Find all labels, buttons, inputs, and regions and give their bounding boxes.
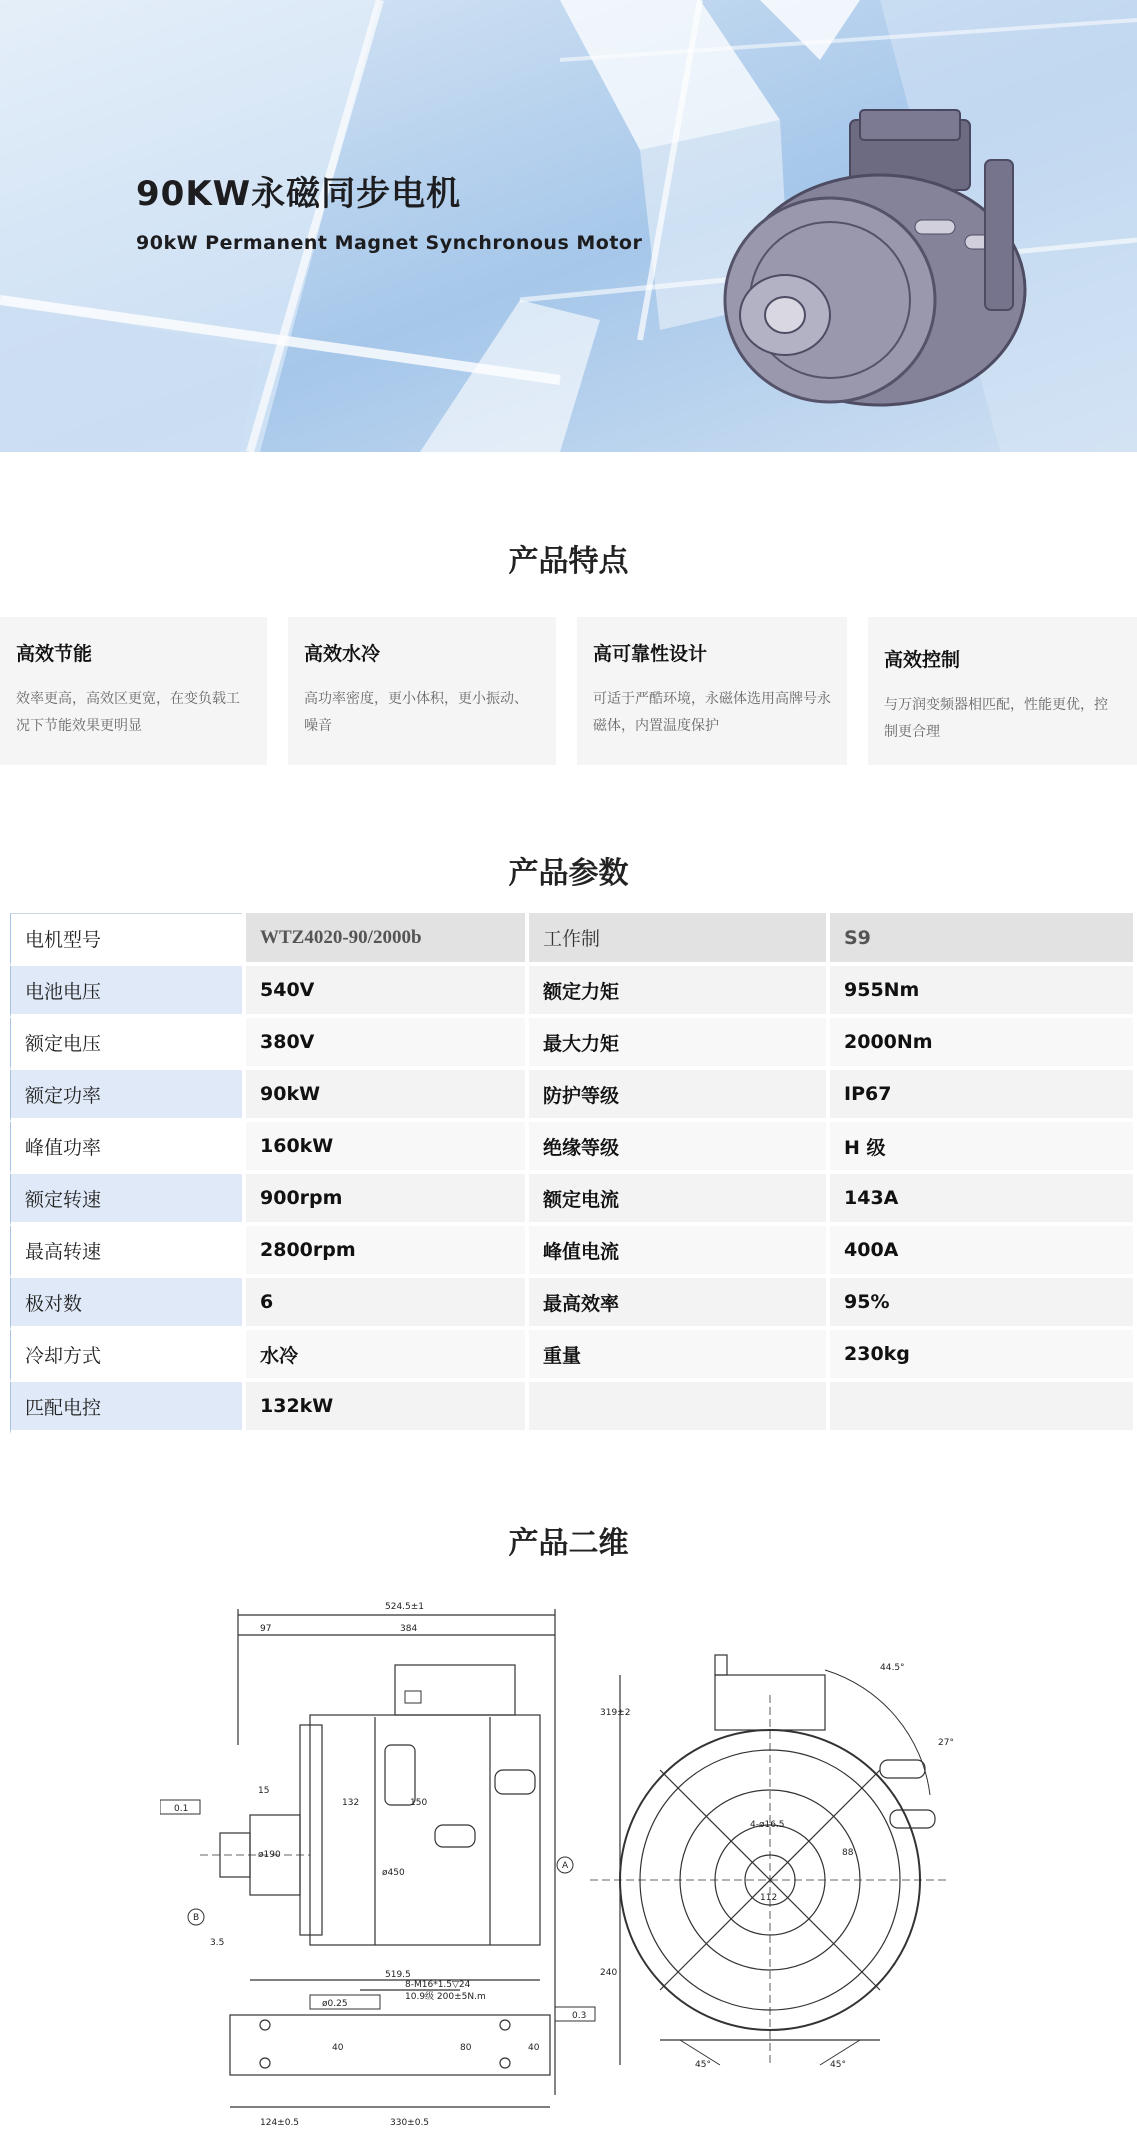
dim-label: 45° <box>695 2060 711 2070</box>
table-row <box>10 1382 1133 1434</box>
param-value: WTZ4020-90/2000b <box>246 913 525 966</box>
param-label: 绝缘等级 <box>529 1122 826 1174</box>
param-label: 防护等级 <box>529 1070 826 1122</box>
dim-label: 112 <box>760 1893 778 1903</box>
dim-label: 44.5° <box>880 1663 905 1673</box>
table-row <box>10 1226 1133 1278</box>
hero-banner <box>0 0 1137 452</box>
param-value: 160kW <box>246 1122 525 1174</box>
param-label: 重量 <box>529 1330 826 1382</box>
param-value <box>830 1382 1133 1434</box>
dim-label: 0.3 <box>572 2011 587 2021</box>
side-view <box>160 1609 595 2107</box>
param-label: 最高转速 <box>10 1226 242 1278</box>
feature-title: 高可靠性设计 <box>593 643 708 665</box>
param-label: 最大力矩 <box>529 1018 826 1070</box>
dim-label: 27° <box>938 1738 954 1748</box>
param-label: 额定力矩 <box>529 966 826 1018</box>
param-value: 6 <box>246 1278 525 1330</box>
param-value: 水冷 <box>246 1330 525 1382</box>
feature-card <box>868 617 1137 765</box>
param-label: 峰值电流 <box>529 1226 826 1278</box>
dim-label: 40 <box>528 2043 540 2053</box>
dim-label: 15 <box>258 1786 270 1796</box>
table-row <box>10 1174 1133 1226</box>
dim-label: 384 <box>400 1624 418 1634</box>
dim-label: 0.1 <box>174 1804 189 1814</box>
params-table <box>6 913 1137 1434</box>
param-value: 900rpm <box>246 1174 525 1226</box>
dim-label: ø0.25 <box>322 1999 348 2009</box>
table-row <box>10 1278 1133 1330</box>
param-label: 最高效率 <box>529 1278 826 1330</box>
table-row <box>10 1330 1133 1382</box>
dim-label: 4-ø16.5 <box>750 1820 785 1830</box>
table-row <box>10 1122 1133 1174</box>
param-label: 额定电压 <box>10 1018 242 1070</box>
dim-label: 124±0.5 <box>260 2118 300 2128</box>
dim-label: 80 <box>460 2043 472 2053</box>
param-value: 2800rpm <box>246 1226 525 1278</box>
dim-label: 10.9级 200±5N.m <box>405 1992 486 2002</box>
dim-label: 132 <box>342 1798 360 1808</box>
dim-label: 330±0.5 <box>390 2118 430 2128</box>
param-label <box>529 1382 826 1434</box>
param-label: 电机型号 <box>10 913 242 966</box>
hero-background <box>0 0 1137 452</box>
param-value: IP67 <box>830 1070 1133 1122</box>
param-label: 额定转速 <box>10 1174 242 1226</box>
param-value: S9 <box>830 913 1133 966</box>
feature-card <box>0 617 267 765</box>
dim-label: 45° <box>830 2060 846 2070</box>
table-row <box>10 966 1133 1018</box>
param-label: 峰值功率 <box>10 1122 242 1174</box>
hero-subtitle: 90kW Permanent Magnet Synchronous Motor <box>136 232 643 254</box>
feature-desc: 效率更高，高效区更宽，在变负载工况下节能效果更明显 <box>16 691 240 734</box>
param-value: 90kW <box>246 1070 525 1122</box>
dim-label: A <box>562 1861 569 1871</box>
front-view <box>590 1655 950 2065</box>
dim-label: 97 <box>260 1624 272 1634</box>
dim-label: 8-M16*1.5▽24 <box>405 1980 471 1990</box>
param-label: 冷却方式 <box>10 1330 242 1382</box>
feature-card <box>577 617 847 765</box>
feature-card <box>288 617 556 765</box>
param-label: 额定功率 <box>10 1070 242 1122</box>
param-value: 143A <box>830 1174 1133 1226</box>
dim-label: 524.5±1 <box>385 1602 425 1612</box>
param-value: 230kg <box>830 1330 1133 1382</box>
dim-label: ø190 <box>258 1850 281 1860</box>
technical-drawing <box>160 1595 980 2140</box>
param-value: 400A <box>830 1226 1133 1278</box>
param-value: 2000Nm <box>830 1018 1133 1070</box>
param-value: 540V <box>246 966 525 1018</box>
feature-title: 高效控制 <box>884 649 961 671</box>
param-label: 极对数 <box>10 1278 242 1330</box>
dim-label: B <box>193 1913 200 1923</box>
dim-label: 3.5 <box>210 1938 225 1948</box>
param-value: 132kW <box>246 1382 525 1434</box>
table-row <box>10 1070 1133 1122</box>
dim-label: 150 <box>410 1798 428 1808</box>
table-row <box>10 1018 1133 1070</box>
param-label: 额定电流 <box>529 1174 826 1226</box>
features-section-title: 产品特点 <box>508 544 629 579</box>
feature-title: 高效水冷 <box>304 643 381 665</box>
hero-title: 90KW永磁同步电机 <box>136 174 462 214</box>
param-value: 955Nm <box>830 966 1133 1018</box>
dim-label: 240 <box>600 1968 618 1978</box>
dim-label: 319±2 <box>600 1708 631 1718</box>
feature-desc: 可适于严酷环境，永磁体选用高牌号永磁体，内置温度保护 <box>593 691 831 734</box>
feature-title: 高效节能 <box>16 643 93 665</box>
params-section-title: 产品参数 <box>508 856 629 891</box>
param-label: 匹配电控 <box>10 1382 242 1434</box>
feature-desc: 与万润变频器相匹配，性能更优，控制更合理 <box>884 697 1108 740</box>
param-label: 工作制 <box>529 913 826 966</box>
table-row <box>10 913 1133 966</box>
dim-label: 40 <box>332 2043 344 2053</box>
param-value: 95% <box>830 1278 1133 1330</box>
dim-label: 519.5 <box>385 1970 411 1980</box>
param-value: 380V <box>246 1018 525 1070</box>
param-value: H 级 <box>830 1122 1133 1174</box>
param-label: 电池电压 <box>10 966 242 1018</box>
drawing-section-title: 产品二维 <box>508 1526 629 1561</box>
feature-desc: 高功率密度，更小体积，更小振动、噪音 <box>304 691 528 734</box>
dim-label: ø450 <box>382 1868 405 1878</box>
dim-label: 88 <box>842 1848 854 1858</box>
